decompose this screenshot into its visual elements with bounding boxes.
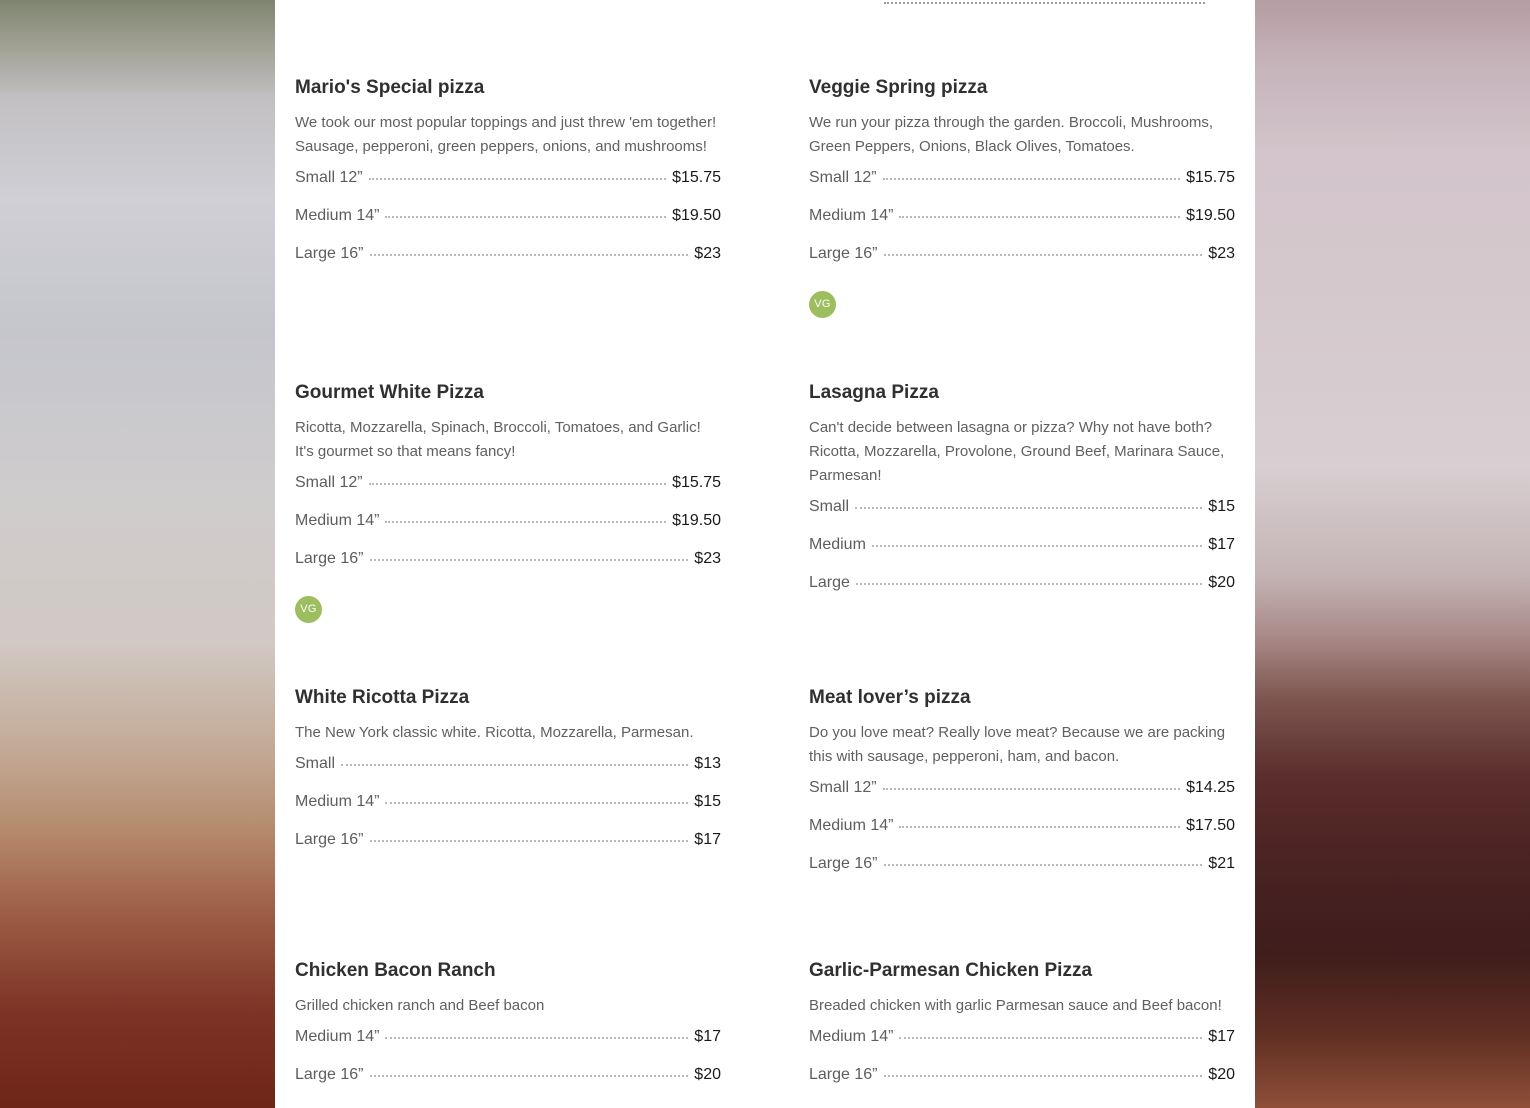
dotted-leader xyxy=(369,483,666,485)
item-description: Can't decide between lasagna or pizza? Why not have both? Ricotta, Mozzarella, Provolone, Ground Beef, Marinara Sauce, Parmesan! xyxy=(809,419,1225,484)
dotted-leader xyxy=(899,1037,1202,1039)
menu-item-gourmet-white xyxy=(295,381,721,623)
dotted-leader xyxy=(369,178,666,180)
item-description: The New York classic white. Ricotta, Mozzarella, Parmesan. xyxy=(295,724,694,741)
size-label: Large xyxy=(809,574,850,591)
menu-item-veggie-spring xyxy=(809,76,1235,318)
size-label: Medium 14” xyxy=(295,793,380,810)
item-title: Lasagna Pizza xyxy=(809,382,939,403)
size-label: Small 12” xyxy=(809,169,877,186)
dotted-leader xyxy=(370,559,689,561)
item-description: Breaded chicken with garlic Parmesan sauce and Beef bacon! xyxy=(809,997,1222,1014)
price-row xyxy=(809,1066,1235,1104)
price-row xyxy=(295,755,721,793)
price-list xyxy=(295,169,721,283)
price-value: $17 xyxy=(694,831,721,848)
price-row xyxy=(809,536,1235,574)
price-row xyxy=(295,169,721,207)
item-title: Meat lover’s pizza xyxy=(809,687,971,708)
size-label: Small xyxy=(809,498,850,515)
item-title: White Ricotta Pizza xyxy=(295,687,470,708)
dotted-leader xyxy=(884,1075,1203,1077)
size-label: Medium xyxy=(809,536,866,553)
dotted-leader xyxy=(899,216,1180,218)
price-value: $13 xyxy=(694,755,721,772)
price-list xyxy=(809,498,1235,612)
price-row xyxy=(295,245,721,283)
price-value: $15 xyxy=(1208,498,1235,515)
dotted-leader xyxy=(883,178,1180,180)
price-value: $19.50 xyxy=(672,512,721,529)
price-list xyxy=(809,779,1235,893)
price-row xyxy=(809,207,1235,245)
price-list xyxy=(295,474,721,588)
price-list xyxy=(809,1028,1235,1104)
price-list xyxy=(295,1028,721,1104)
item-title: Gourmet White Pizza xyxy=(295,382,484,403)
price-row xyxy=(295,1066,721,1104)
size-label: Large 16” xyxy=(809,855,878,872)
price-row xyxy=(809,169,1235,207)
dotted-leader xyxy=(385,216,666,218)
item-title: Garlic-Parmesan Chicken Pizza xyxy=(809,960,1093,981)
price-value: $15.75 xyxy=(1186,169,1235,186)
size-label: Medium 14” xyxy=(295,512,380,529)
size-label: Medium 14” xyxy=(809,1028,894,1045)
dotted-leader xyxy=(385,521,666,523)
dotted-leader xyxy=(855,507,1202,509)
size-label: Small 12” xyxy=(809,779,877,796)
item-title: Chicken Bacon Ranch xyxy=(295,960,496,981)
size-label: Large 16” xyxy=(809,245,878,262)
price-row xyxy=(295,512,721,550)
price-row xyxy=(295,474,721,512)
previous-item-fragment xyxy=(809,0,1235,4)
price-row xyxy=(295,793,721,831)
price-row xyxy=(809,855,1235,893)
size-label: Large 16” xyxy=(295,550,364,567)
menu-item-meat-lovers xyxy=(809,686,1235,893)
price-row xyxy=(809,779,1235,817)
dotted-leader xyxy=(370,254,689,256)
price-value: $23 xyxy=(1208,245,1235,262)
menu-item-lasagna xyxy=(809,381,1235,612)
price-row xyxy=(295,831,721,869)
price-row xyxy=(295,550,721,588)
size-label: Small xyxy=(295,755,336,772)
background-right xyxy=(1255,0,1530,1108)
price-value: $15.75 xyxy=(672,474,721,491)
size-label: Large 16” xyxy=(809,1066,878,1083)
size-label: Small 12” xyxy=(295,169,363,186)
item-title: Veggie Spring pizza xyxy=(809,77,988,98)
size-label: Medium 14” xyxy=(809,817,894,834)
item-description: Do you love meat? Really love meat? Because we are packing this with sausage, pepperoni, ham, and bacon. xyxy=(809,724,1226,765)
item-description: We run your pizza through the garden. Broccoli, Mushrooms, Green Peppers, Onions, Black Olives, Tomatoes. xyxy=(809,114,1214,155)
dotted-leader xyxy=(370,840,689,842)
vegetarian-badge-icon: VG xyxy=(809,291,836,318)
dotted-leader xyxy=(884,864,1203,866)
size-label: Large 16” xyxy=(295,831,364,848)
price-row xyxy=(809,817,1235,855)
item-description: We took our most popular toppings and just threw 'em together! Sausage, pepperoni, green peppers, onions, and mushrooms! xyxy=(295,114,717,155)
price-row xyxy=(295,1028,721,1066)
price-list xyxy=(809,169,1235,283)
size-label: Large 16” xyxy=(295,1066,364,1083)
size-label: Medium 14” xyxy=(295,207,380,224)
item-description: Grilled chicken ranch and Beef bacon xyxy=(295,997,545,1014)
size-label: Medium 14” xyxy=(295,1028,380,1045)
price-row xyxy=(809,1028,1235,1066)
dotted-leader xyxy=(899,826,1180,828)
price-value: $19.50 xyxy=(672,207,721,224)
menu-item-chicken-bacon-ranch xyxy=(295,959,721,1104)
vegetarian-badge-icon: VG xyxy=(295,596,322,623)
price-value: $17 xyxy=(694,1028,721,1045)
price-row xyxy=(809,245,1235,283)
dotted-leader xyxy=(385,802,688,804)
dotted-leader xyxy=(370,1075,689,1077)
price-value: $19.50 xyxy=(1186,207,1235,224)
dotted-leader xyxy=(883,788,1180,790)
size-label: Large 16” xyxy=(295,245,364,262)
menu-panel xyxy=(275,0,1255,1108)
price-row xyxy=(809,498,1235,536)
price-value: $15.75 xyxy=(672,169,721,186)
price-value: $23 xyxy=(694,550,721,567)
size-label: Small 12” xyxy=(295,474,363,491)
price-value: $14.25 xyxy=(1186,779,1235,796)
dotted-leader xyxy=(856,583,1202,585)
item-description: Ricotta, Mozzarella, Spinach, Broccoli, Tomatoes, and Garlic! It's gourmet so that means fancy! xyxy=(295,419,701,460)
price-value: $20 xyxy=(1208,1066,1235,1083)
price-value: $17 xyxy=(1208,1028,1235,1045)
size-label: Medium 14” xyxy=(809,207,894,224)
dotted-leader xyxy=(884,254,1203,256)
item-title: Mario's Special pizza xyxy=(295,77,485,98)
price-leader-fragment xyxy=(884,0,1205,4)
price-value: $15 xyxy=(694,793,721,810)
price-value: $21 xyxy=(1208,855,1235,872)
dotted-leader xyxy=(341,764,688,766)
price-value: $23 xyxy=(694,245,721,262)
price-list xyxy=(295,755,721,869)
dotted-leader xyxy=(385,1037,688,1039)
price-value: $20 xyxy=(694,1066,721,1083)
price-row xyxy=(809,574,1235,612)
background-left xyxy=(0,0,275,1108)
price-row xyxy=(295,207,721,245)
price-value: $17 xyxy=(1208,536,1235,553)
menu-item-white-ricotta xyxy=(295,686,721,869)
menu-item-garlic-parmesan-chicken xyxy=(809,959,1235,1104)
price-value: $17.50 xyxy=(1186,817,1235,834)
price-value: $20 xyxy=(1208,574,1235,591)
dotted-leader xyxy=(872,545,1202,547)
menu-item-marios-special xyxy=(295,76,721,283)
